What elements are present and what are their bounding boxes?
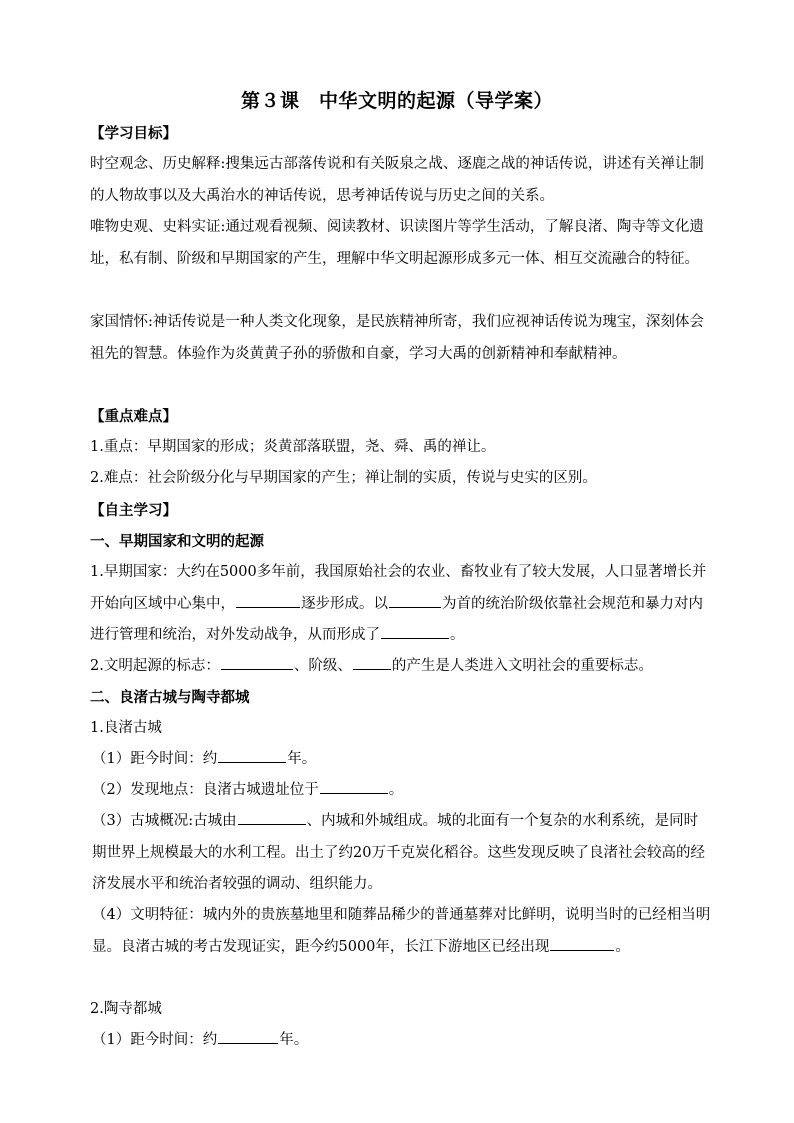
- answer-blank[interactable]: [353, 654, 391, 670]
- taosi-item-1: [90, 1025, 712, 1057]
- section-1-heading: 一、早期国家和文明的起源: [90, 533, 264, 550]
- liangzhu-item-4-text-b: 。: [615, 938, 630, 955]
- question-2: [90, 651, 710, 683]
- key-points-heading: 【重点难点】: [90, 408, 177, 425]
- question-2-text-c: 的产生是人类进入文明社会的重要标志。: [391, 658, 653, 674]
- question-2-text-a: 2.文明起源的标志：: [90, 658, 220, 674]
- learning-goals-heading: 【学习目标】: [90, 125, 177, 142]
- answer-blank[interactable]: [218, 747, 286, 763]
- key-point-1: 1.重点：早期国家的形成；炎黄部落联盟，尧、舜、禹的禅让。: [90, 439, 496, 455]
- self-study-heading: 【自主学习】: [90, 502, 177, 519]
- answer-blank[interactable]: [221, 654, 293, 670]
- answer-blank[interactable]: [320, 778, 388, 794]
- liangzhu-item-1: [90, 744, 712, 776]
- liangzhu-item-3-text-b: 、内城和外城组成。城的北面有一个复杂的水利系统，是同时期世界上规模最大的水利工程。出土了约20万千克炭化稻谷。这些发现反映了良渚社会较高的经济发展水平和统治者较强的调动、组织能力。: [92, 813, 705, 892]
- liangzhu-item-3-text-a: （3）古城概况:古城由: [92, 813, 237, 829]
- question-1-text-b: 逐步形成。以: [301, 595, 388, 612]
- page-title: 第３课 中华文明的起源（导学案）: [240, 90, 553, 112]
- taosi-item-1-text-b: 年。: [279, 1032, 309, 1048]
- liangzhu-item-1-text-a: （1）距今时间：约: [92, 751, 218, 767]
- answer-blank[interactable]: [381, 623, 449, 639]
- question-1: [90, 557, 710, 652]
- goal-paragraph-3: 家国情怀:神话传说是一种人类文化现象，是民族精神所寄，我们应视神话传说为瑰宝，深刻体会祖先的智慧。体验作为炎黄黄子孙的骄傲和自豪，学习大禹的创新精神和奉献精神。: [90, 314, 704, 362]
- goal-paragraph-2: 唯物史观、史料实证:通过观看视频、阅读教材、识读图片等学生活动，了解良渚、陶寺等文化遗址，私有制、阶级和早期国家的产生，理解中华文明起源形成多元一体、相互交流融合的特征。: [90, 219, 704, 267]
- question-1-text-c: 为首的统治阶级依靠社会规范和暴力对内进行管理和统治，对外发动战争，从而形成了: [90, 595, 703, 643]
- subsection-taosi: 2.陶寺都城: [90, 1001, 162, 1017]
- liangzhu-item-2-text-a: （2）发现地点：良渚古城遗址位于: [92, 782, 319, 798]
- section-2-heading: 二、良渚古城与陶寺都城: [90, 689, 250, 706]
- key-point-2: 2.难点：社会阶级分化与早期国家的产生；禅让制的实质，传说与史实的区别。: [90, 470, 597, 486]
- liangzhu-item-3: [90, 806, 712, 901]
- question-1-text-d: 。: [450, 627, 465, 643]
- liangzhu-item-4: [90, 900, 712, 963]
- liangzhu-item-2-text-b: 。: [388, 782, 404, 798]
- answer-blank[interactable]: [218, 1028, 278, 1044]
- answer-blank[interactable]: [550, 934, 614, 950]
- taosi-item-1-text-a: （1）距今时间：约: [92, 1032, 218, 1048]
- goal-paragraph-1: 时空观念、历史解释:搜集远古部落传说和有关阪泉之战、逐鹿之战的神话传说，讲述有关禅让制的人物故事以及大禹治水的神话传说，思考神话传说与历史之间的关系。: [90, 156, 704, 204]
- question-1-text-a: 1.早期国家：大约在5000多年前，我国原始社会的农业、畜牧业有了较大发展，人口显著增长并开始向区域中心集中，: [90, 564, 707, 612]
- liangzhu-item-2: [90, 775, 712, 807]
- liangzhu-item-4-text-a: （4）文明特征：城内外的贵族墓地里和随葬品稀少的普通墓葬对比鲜明，说明当时的已经相当明显。良渚古城的考古发现证实，距今约5000年，长江下游地区已经出现: [92, 907, 711, 955]
- question-2-text-b: 、阶级、: [293, 658, 352, 674]
- subsection-liangzhu: 1.良渚古城: [90, 720, 162, 736]
- answer-blank[interactable]: [238, 809, 306, 825]
- answer-blank[interactable]: [236, 591, 300, 607]
- liangzhu-item-1-text-b: 年。: [287, 751, 317, 767]
- answer-blank[interactable]: [389, 591, 441, 607]
